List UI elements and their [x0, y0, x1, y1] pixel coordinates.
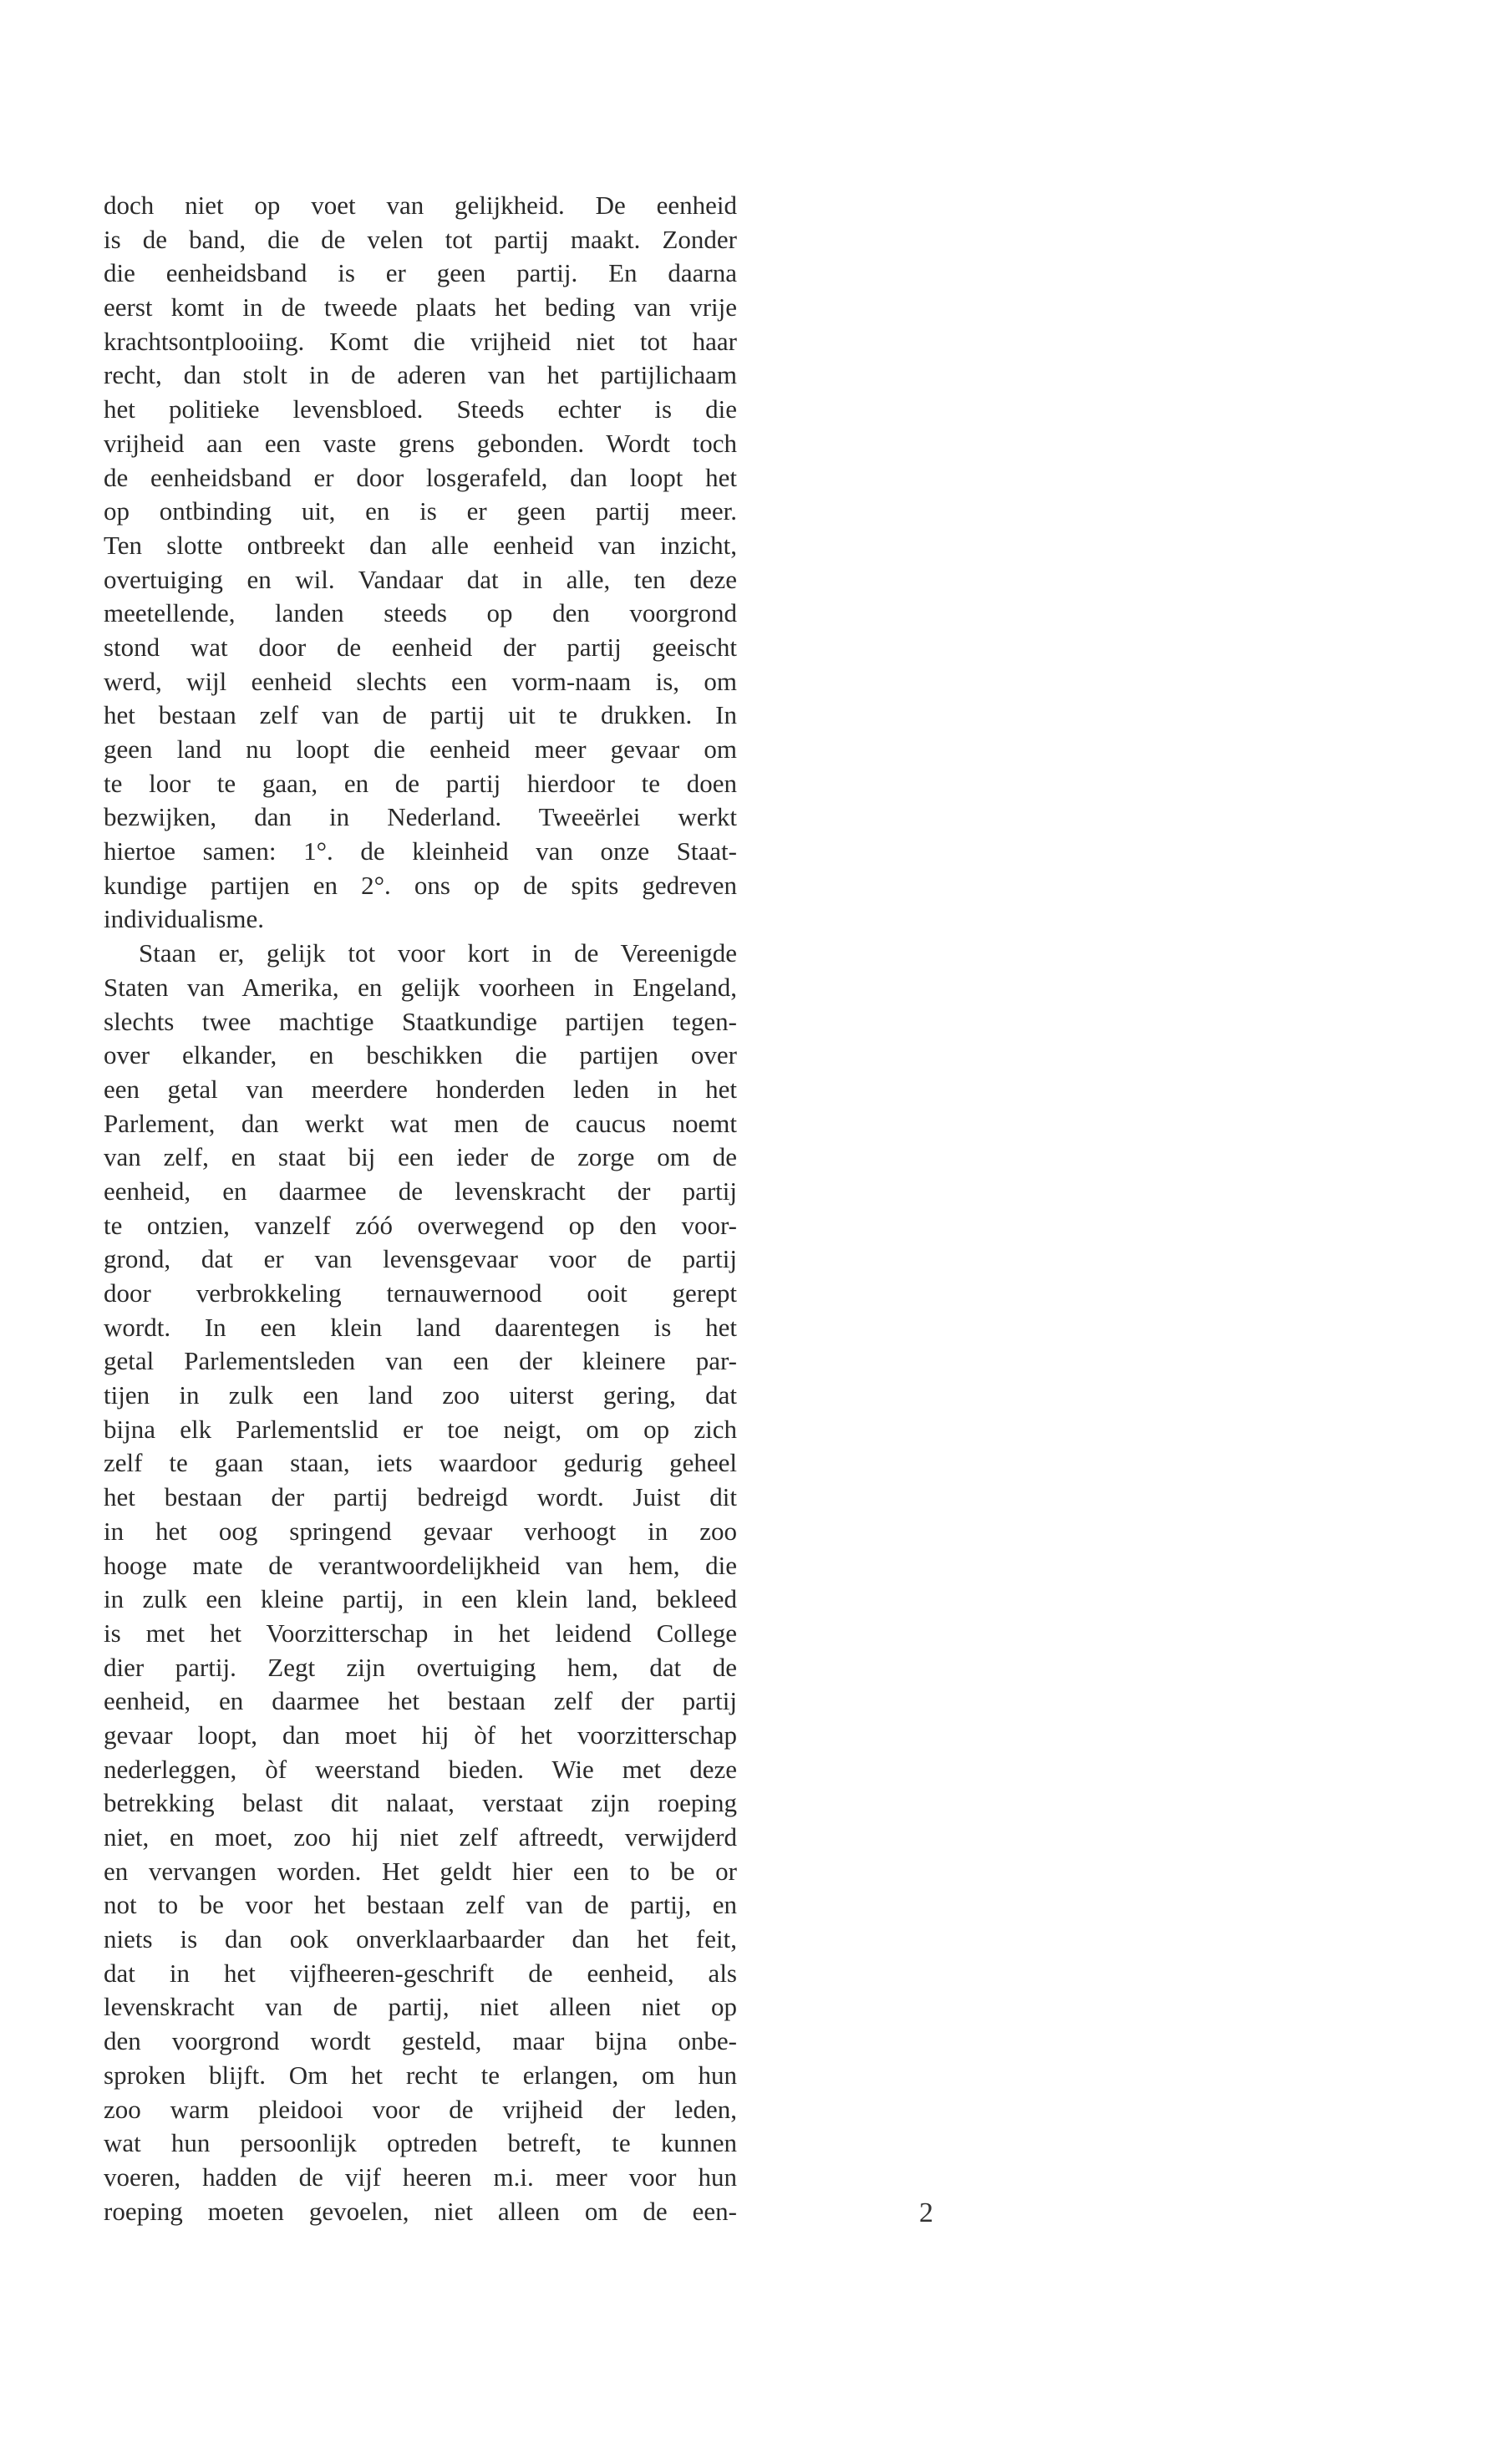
text-line: zelf te gaan staan, iets waardoor gedurig geheel	[104, 1448, 737, 1478]
text-line: sproken blijft. Om het recht te erlangen, om hun	[104, 2060, 737, 2090]
text-line: dier partij. Zegt zijn overtuiging hem, dat de	[104, 1652, 737, 1682]
text-line: op ontbinding uit, en is er geen partij meer.	[104, 496, 737, 526]
text-line: meetellende, landen steeds op den voorgrond	[104, 598, 737, 628]
text-line: krachtsontplooiing. Komt die vrijheid niet tot haar	[104, 326, 737, 356]
text-line: stond wat door de eenheid der partij geeischt	[104, 632, 737, 662]
text-line: hiertoe samen: 1°. de kleinheid van onze Staat-	[104, 836, 737, 866]
text-line: is met het Voorzitterschap in het leidend College	[104, 1618, 737, 1648]
text-line: een getal van meerdere honderden leden in het	[104, 1074, 737, 1104]
text-line: in zulk een kleine partij, in een klein land, bekleed	[104, 1584, 737, 1614]
text-line: de eenheidsband er door losgerafeld, dan loopt het	[104, 462, 737, 492]
text-line: Staan er, gelijk tot voor kort in de Vereenigde	[139, 938, 737, 968]
text-line: wordt. In een klein land daarentegen is het	[104, 1312, 737, 1342]
text-line: overtuiging en wil. Vandaar dat in alle, ten deze	[104, 564, 737, 594]
text-line: van zelf, en staat bij een ieder de zorge om de	[104, 1142, 737, 1172]
text-line: voeren, hadden de vijf heeren m.i. meer voor hun	[104, 2162, 737, 2192]
text-line: vrijheid aan een vaste grens gebonden. Wordt toch	[104, 428, 737, 458]
text-line: levenskracht van de partij, niet alleen niet op	[104, 1992, 737, 2022]
text-line: hooge mate de verantwoordelijkheid van hem, die	[104, 1550, 737, 1580]
text-line: bijna elk Parlementslid er toe neigt, om op zich	[104, 1414, 737, 1444]
text-line: tijen in zulk een land zoo uiterst gering, dat	[104, 1380, 737, 1410]
text-line: geen land nu loopt die eenheid meer gevaar om	[104, 734, 737, 764]
text-line: wat hun persoonlijk optreden betreft, te kunnen	[104, 2128, 737, 2158]
text-line: den voorgrond wordt gesteld, maar bijna onbe-	[104, 2026, 737, 2056]
text-line: niet, en moet, zoo hij niet zelf aftreedt, verwijderd	[104, 1822, 737, 1852]
text-line: in het oog springend gevaar verhoogt in zoo	[104, 1516, 737, 1546]
text-line: die eenheidsband is er geen partij. En daarna	[104, 258, 737, 288]
text-line: het politieke levensbloed. Steeds echter is die	[104, 394, 737, 424]
text-line: Ten slotte ontbreekt dan alle eenheid van inzicht,	[104, 530, 737, 560]
text-line: Parlement, dan werkt wat men de caucus noemt	[104, 1108, 737, 1138]
text-line: dat in het vijfheeren-geschrift de eenheid, als	[104, 1958, 737, 1988]
text-line: te loor te gaan, en de partij hierdoor te doen	[104, 768, 737, 798]
text-line: slechts twee machtige Staatkundige partijen tegen-	[104, 1006, 737, 1036]
text-line: zoo warm pleidooi voor de vrijheid der leden,	[104, 2094, 737, 2124]
text-line: het bestaan zelf van de partij uit te drukken. In	[104, 700, 737, 730]
text-line: bezwijken, dan in Nederland. Tweeërlei werkt	[104, 802, 737, 832]
text-line: eenheid, en daarmee de levenskracht der partij	[104, 1176, 737, 1206]
body-text	[104, 189, 737, 2228]
text-line: doch niet op voet van gelijkheid. De eenheid	[104, 191, 737, 220]
text-line: grond, dat er van levensgevaar voor de partij	[104, 1244, 737, 1274]
text-line: getal Parlementsleden van een der kleinere par-	[104, 1346, 737, 1376]
page-number-text: 2	[919, 2197, 933, 2228]
text-line: not to be voor het bestaan zelf van de partij, en	[104, 1890, 737, 1920]
text-line: Staten van Amerika, en gelijk voorheen in Engeland,	[104, 972, 737, 1002]
text-line: werd, wijl eenheid slechts een vorm-naam is, om	[104, 666, 737, 696]
text-line: gevaar loopt, dan moet hij òf het voorzitterschap	[104, 1720, 737, 1750]
text-line: te ontzien, vanzelf zóó overwegend op den voor-	[104, 1210, 737, 1240]
text-line: recht, dan stolt in de aderen van het partijlichaam	[104, 360, 737, 390]
text-line: betrekking belast dit nalaat, verstaat zijn roeping	[104, 1788, 737, 1818]
text-line: en vervangen worden. Het geldt hier een to be or	[104, 1856, 737, 1886]
text-line: kundige partijen en 2°. ons op de spits gedreven	[104, 870, 737, 900]
page-number	[0, 2197, 1504, 2229]
text-line: niets is dan ook onverklaarbaarder dan het feit,	[104, 1924, 737, 1954]
text-line: roeping moeten gevoelen, niet alleen om de een-	[104, 2196, 737, 2226]
text-line: nederleggen, òf weerstand bieden. Wie met deze	[104, 1754, 737, 1784]
text-line: over elkander, en beschikken die partijen over	[104, 1040, 737, 1070]
text-line: eerst komt in de tweede plaats het beding van vrije	[104, 292, 737, 323]
text-line: eenheid, en daarmee het bestaan zelf der partij	[104, 1686, 737, 1716]
text-line: individualisme.	[104, 904, 265, 934]
text-line: het bestaan der partij bedreigd wordt. Juist dit	[104, 1482, 737, 1512]
text-line: door verbrokkeling ternauwernood ooit gerept	[104, 1278, 737, 1308]
text-line: is de band, die de velen tot partij maakt. Zonder	[104, 224, 737, 254]
